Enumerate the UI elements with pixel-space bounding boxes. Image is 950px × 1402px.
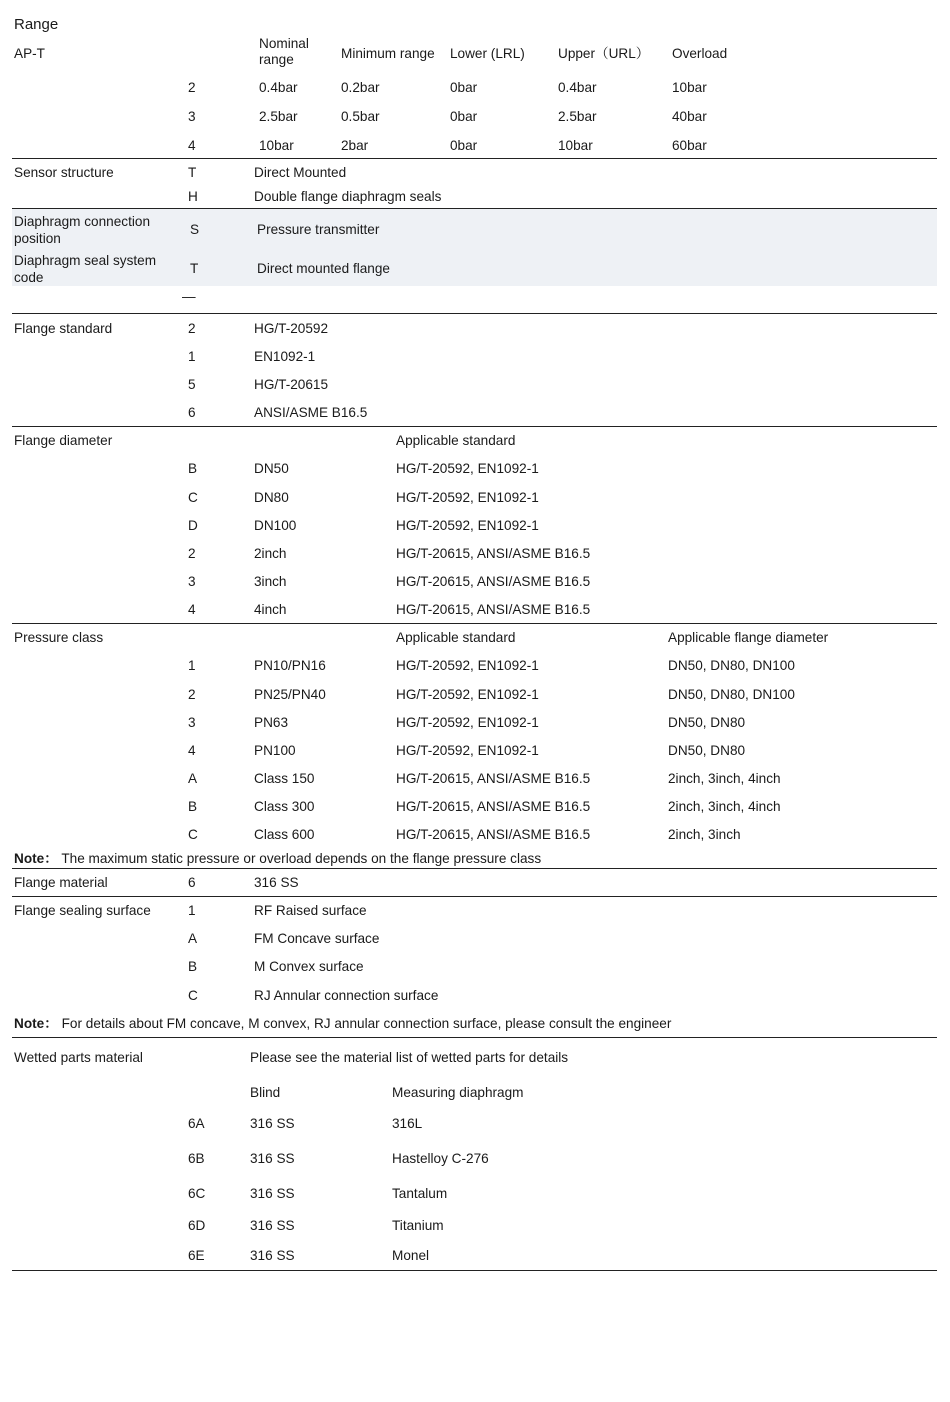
flange-diameter-size: DN100 [254, 518, 297, 533]
wetted-code: 6C [188, 1186, 206, 1201]
sealing-surface-desc: RF Raised surface [254, 903, 367, 918]
divider [12, 1270, 937, 1271]
model-label: AP-T [14, 46, 45, 61]
flange-diameter-std: HG/T-20615, ANSI/ASME B16.5 [396, 574, 591, 589]
flange-diameter-std: HG/T-20592, EN1092-1 [396, 461, 539, 476]
divider [12, 896, 937, 897]
flange-diameter-code: C [188, 490, 198, 505]
flange-diameter-code: 4 [188, 602, 196, 617]
flange-diameter-size: DN80 [254, 490, 289, 505]
divider [12, 313, 937, 314]
range-upper: 0.4bar [558, 80, 597, 95]
sensor-structure-label: Sensor structure [14, 165, 114, 180]
flange-diameter-size: 2inch [254, 546, 287, 561]
pressure-class-dia: DN50, DN80 [668, 743, 746, 758]
wetted-parts-intro: Please see the material list of wetted parts for details [250, 1050, 569, 1065]
range-lower: 0bar [450, 109, 478, 124]
pressure-class-std: HG/T-20615, ANSI/ASME B16.5 [396, 771, 591, 786]
flange-standard-code: 5 [188, 377, 196, 392]
sealing-surface-code: C [188, 988, 198, 1003]
sensor-code: T [188, 165, 197, 180]
flange-standard-desc: ANSI/ASME B16.5 [254, 405, 368, 420]
wetted-blind: 316 SS [250, 1151, 295, 1166]
flange-standard-desc: HG/T-20592 [254, 321, 329, 336]
wetted-blind-header: Blind [250, 1085, 281, 1100]
note-label: Note： [14, 851, 58, 866]
wetted-parts-label: Wetted parts material [14, 1050, 143, 1065]
sealing-surface-code: B [188, 959, 198, 974]
flange-standard-code: 2 [188, 321, 196, 336]
range-nominal: 10bar [259, 138, 294, 153]
sensor-desc: Direct Mounted [254, 165, 347, 180]
pressure-class-dia: 2inch, 3inch, 4inch [668, 799, 781, 814]
diaphragm-system-label: Diaphragm seal system code [14, 253, 157, 285]
flange-material-label: Flange material [14, 875, 108, 890]
flange-diameter-std-header: Applicable standard [396, 433, 516, 448]
pressure-class-dia: DN50, DN80 [668, 715, 746, 730]
pressure-class-value: PN63 [254, 715, 289, 730]
range-code: 4 [188, 138, 196, 153]
separator-dash: — [182, 289, 196, 304]
pressure-class-code: 2 [188, 687, 196, 702]
divider [12, 623, 937, 624]
range-overload: 10bar [672, 80, 707, 95]
range-overload: 60bar [672, 138, 707, 153]
pressure-class-code: B [188, 799, 198, 814]
wetted-code: 6E [188, 1248, 205, 1263]
diaphragm-system-desc: Direct mounted flange [257, 261, 390, 276]
pressure-class-std: HG/T-20592, EN1092-1 [396, 715, 539, 730]
diaphragm-position-code: S [190, 222, 200, 237]
range-title: Range [14, 16, 59, 33]
range-lower: 0bar [450, 138, 478, 153]
wetted-diaphragm: 316L [392, 1116, 423, 1131]
flange-material-desc: 316 SS [254, 875, 299, 890]
sealing-surface-note [14, 1016, 671, 1032]
header-lower-lrl: Lower (LRL) [450, 46, 525, 61]
pressure-class-value: PN25/PN40 [254, 687, 326, 702]
pressure-class-code: C [188, 827, 198, 842]
wetted-code: 6D [188, 1218, 206, 1233]
pressure-class-dia: 2inch, 3inch [668, 827, 741, 842]
header-upper-url: Upper（URL） [558, 46, 650, 61]
pressure-class-value: Class 150 [254, 771, 315, 786]
header-nominal-range: Nominal range [259, 36, 309, 68]
pressure-class-std: HG/T-20592, EN1092-1 [396, 743, 539, 758]
wetted-diaphragm: Titanium [392, 1218, 444, 1233]
flange-diameter-code: B [188, 461, 198, 476]
pressure-class-value: Class 300 [254, 799, 315, 814]
flange-diameter-code: 3 [188, 574, 196, 589]
sealing-surface-code: A [188, 931, 198, 946]
range-minimum: 0.5bar [341, 109, 380, 124]
divider [12, 868, 937, 869]
sealing-surface-label: Flange sealing surface [14, 903, 151, 918]
pressure-class-std: HG/T-20592, EN1092-1 [396, 658, 539, 673]
pressure-class-value: PN10/PN16 [254, 658, 326, 673]
header-minimum-range: Minimum range [341, 46, 435, 61]
pressure-class-dia: DN50, DN80, DN100 [668, 687, 795, 702]
flange-standard-desc: HG/T-20615 [254, 377, 329, 392]
range-nominal: 0.4bar [259, 80, 298, 95]
range-nominal: 2.5bar [259, 109, 298, 124]
flange-diameter-label: Flange diameter [14, 433, 113, 448]
pressure-class-value: PN100 [254, 743, 296, 758]
pressure-class-value: Class 600 [254, 827, 315, 842]
wetted-diaphragm: Hastelloy C-276 [392, 1151, 489, 1166]
range-minimum: 0.2bar [341, 80, 380, 95]
note-text: The maximum static pressure or overload depends on the flange pressure class [61, 851, 542, 866]
wetted-diaphragm: Monel [392, 1248, 430, 1263]
flange-diameter-std: HG/T-20615, ANSI/ASME B16.5 [396, 602, 591, 617]
pressure-class-code: 3 [188, 715, 196, 730]
wetted-code: 6A [188, 1116, 205, 1131]
range-lower: 0bar [450, 80, 478, 95]
pressure-class-std: HG/T-20615, ANSI/ASME B16.5 [396, 799, 591, 814]
flange-diameter-size: DN50 [254, 461, 289, 476]
flange-diameter-std: HG/T-20592, EN1092-1 [396, 490, 539, 505]
wetted-blind: 316 SS [250, 1116, 295, 1131]
range-upper: 10bar [558, 138, 593, 153]
note-text: For details about FM concave, M convex, RJ annular connection surface, please consult the engineer [61, 1016, 672, 1031]
pressure-class-dia: DN50, DN80, DN100 [668, 658, 795, 673]
sealing-surface-desc: RJ Annular connection surface [254, 988, 439, 1003]
flange-diameter-code: 2 [188, 546, 196, 561]
pressure-class-label: Pressure class [14, 630, 104, 645]
pressure-class-std-header: Applicable standard [396, 630, 516, 645]
pressure-class-dia: 2inch, 3inch, 4inch [668, 771, 781, 786]
wetted-diaphragm-header: Measuring diaphragm [392, 1085, 524, 1100]
flange-standard-label: Flange standard [14, 321, 113, 336]
header-overload: Overload [672, 46, 728, 61]
pressure-class-std: HG/T-20592, EN1092-1 [396, 687, 539, 702]
flange-diameter-size: 3inch [254, 574, 287, 589]
sensor-desc: Double flange diaphragm seals [254, 189, 442, 204]
wetted-diaphragm: Tantalum [392, 1186, 448, 1201]
flange-standard-desc: EN1092-1 [254, 349, 316, 364]
sealing-surface-desc: M Convex surface [254, 959, 364, 974]
pressure-class-dia-header: Applicable flange diameter [668, 630, 829, 645]
flange-diameter-std: HG/T-20592, EN1092-1 [396, 518, 539, 533]
wetted-blind: 316 SS [250, 1186, 295, 1201]
sensor-code: H [188, 189, 198, 204]
pressure-class-std: HG/T-20615, ANSI/ASME B16.5 [396, 827, 591, 842]
pressure-class-note [14, 851, 541, 867]
sealing-surface-desc: FM Concave surface [254, 931, 380, 946]
range-code: 3 [188, 109, 196, 124]
flange-standard-code: 6 [188, 405, 196, 420]
range-code: 2 [188, 80, 196, 95]
pressure-class-code: 4 [188, 743, 196, 758]
wetted-code: 6B [188, 1151, 205, 1166]
range-minimum: 2bar [341, 138, 369, 153]
flange-standard-code: 1 [188, 349, 196, 364]
range-upper: 2.5bar [558, 109, 597, 124]
sealing-surface-code: 1 [188, 903, 196, 918]
pressure-class-code: 1 [188, 658, 196, 673]
range-overload: 40bar [672, 109, 707, 124]
note-label: Note： [14, 1016, 58, 1031]
flange-diameter-std: HG/T-20615, ANSI/ASME B16.5 [396, 546, 591, 561]
wetted-blind: 316 SS [250, 1218, 295, 1233]
divider [12, 426, 937, 427]
divider [12, 158, 937, 159]
flange-diameter-code: D [188, 518, 198, 533]
pressure-class-code: A [188, 771, 198, 786]
flange-diameter-size: 4inch [254, 602, 287, 617]
wetted-blind: 316 SS [250, 1248, 295, 1263]
divider [12, 1037, 937, 1038]
flange-material-code: 6 [188, 875, 196, 890]
diaphragm-position-label: Diaphragm connection position [14, 214, 151, 246]
diaphragm-position-desc: Pressure transmitter [257, 222, 380, 237]
diaphragm-system-code: T [190, 261, 199, 276]
